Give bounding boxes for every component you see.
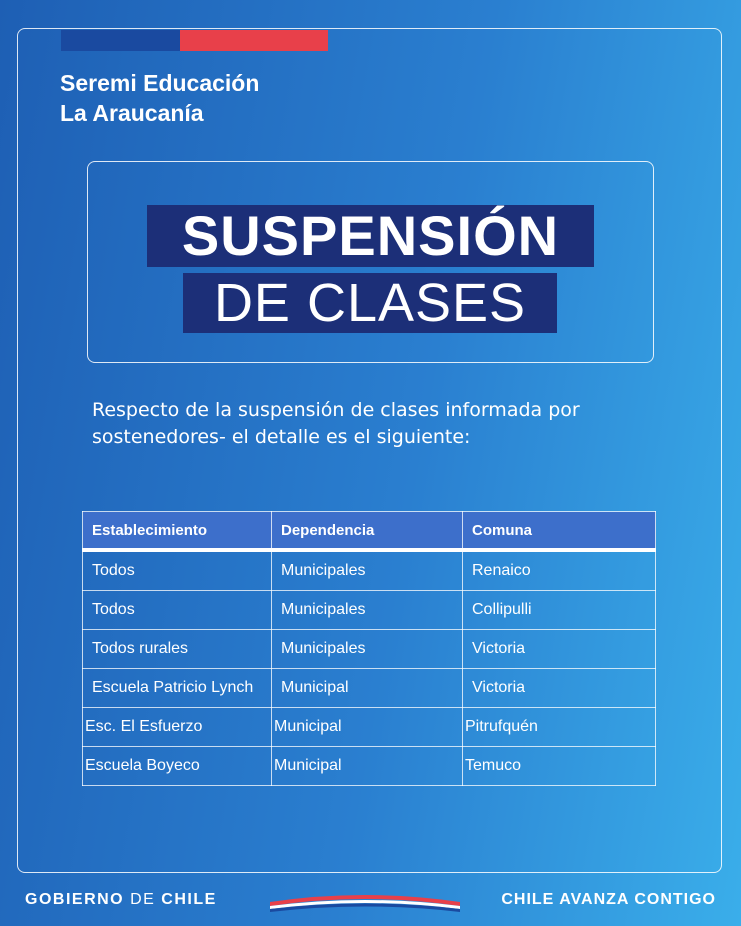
table-row [83,550,656,591]
org-line-2: La Araucanía [60,100,204,126]
cell-comuna: Temuco [463,747,656,786]
footer-left-word-3: CHILE [161,891,217,908]
cell-comuna: Victoria [463,630,656,669]
gobierno-de-chile-logo [25,891,217,909]
flag-blue-bar [61,30,180,51]
intro-text: Respecto de la suspensión de clases informada por sostenedores- el detalle es el siguiente: [92,399,580,448]
cell-dependencia: Municipal [272,669,463,708]
column-header-comuna: Comuna [463,512,656,551]
cell-dependencia: Municipales [272,550,463,591]
table-row [83,708,656,747]
cell-dependencia: Municipal [272,747,463,786]
cell-comuna: Renaico [463,550,656,591]
table-row [83,630,656,669]
cell-comuna: Collipulli [463,591,656,630]
table-row [83,591,656,630]
suspension-table [82,511,656,786]
chile-avanza-contigo-logo: CHILE AVANZA CONTIGO [501,891,716,908]
cell-establecimiento: Escuela Patricio Lynch [83,669,272,708]
footer-left-word-2: DE [130,891,156,908]
cell-dependencia: Municipales [272,630,463,669]
cell-establecimiento: Esc. El Esfuerzo [83,708,272,747]
cell-establecimiento: Escuela Boyeco [83,747,272,786]
flag-red-bar [180,30,328,51]
title-line-1: SUSPENSIÓN [147,205,594,267]
cell-dependencia: Municipales [272,591,463,630]
flag-wave-icon [270,890,460,912]
title-line-2: DE CLASES [183,273,557,333]
footer-left-word-1: GOBIERNO [25,891,125,908]
cell-establecimiento: Todos [83,591,272,630]
table-row [83,747,656,786]
organization-name [60,68,259,128]
cell-comuna: Pitrufquén [463,708,656,747]
column-header-establecimiento: Establecimiento [83,512,272,551]
table-header-row [83,512,656,551]
cell-comuna: Victoria [463,669,656,708]
column-header-dependencia: Dependencia [272,512,463,551]
table-row [83,669,656,708]
cell-dependencia: Municipal [272,708,463,747]
cell-establecimiento: Todos [83,550,272,591]
org-line-1: Seremi Educación [60,70,260,96]
cell-establecimiento: Todos rurales [83,630,272,669]
